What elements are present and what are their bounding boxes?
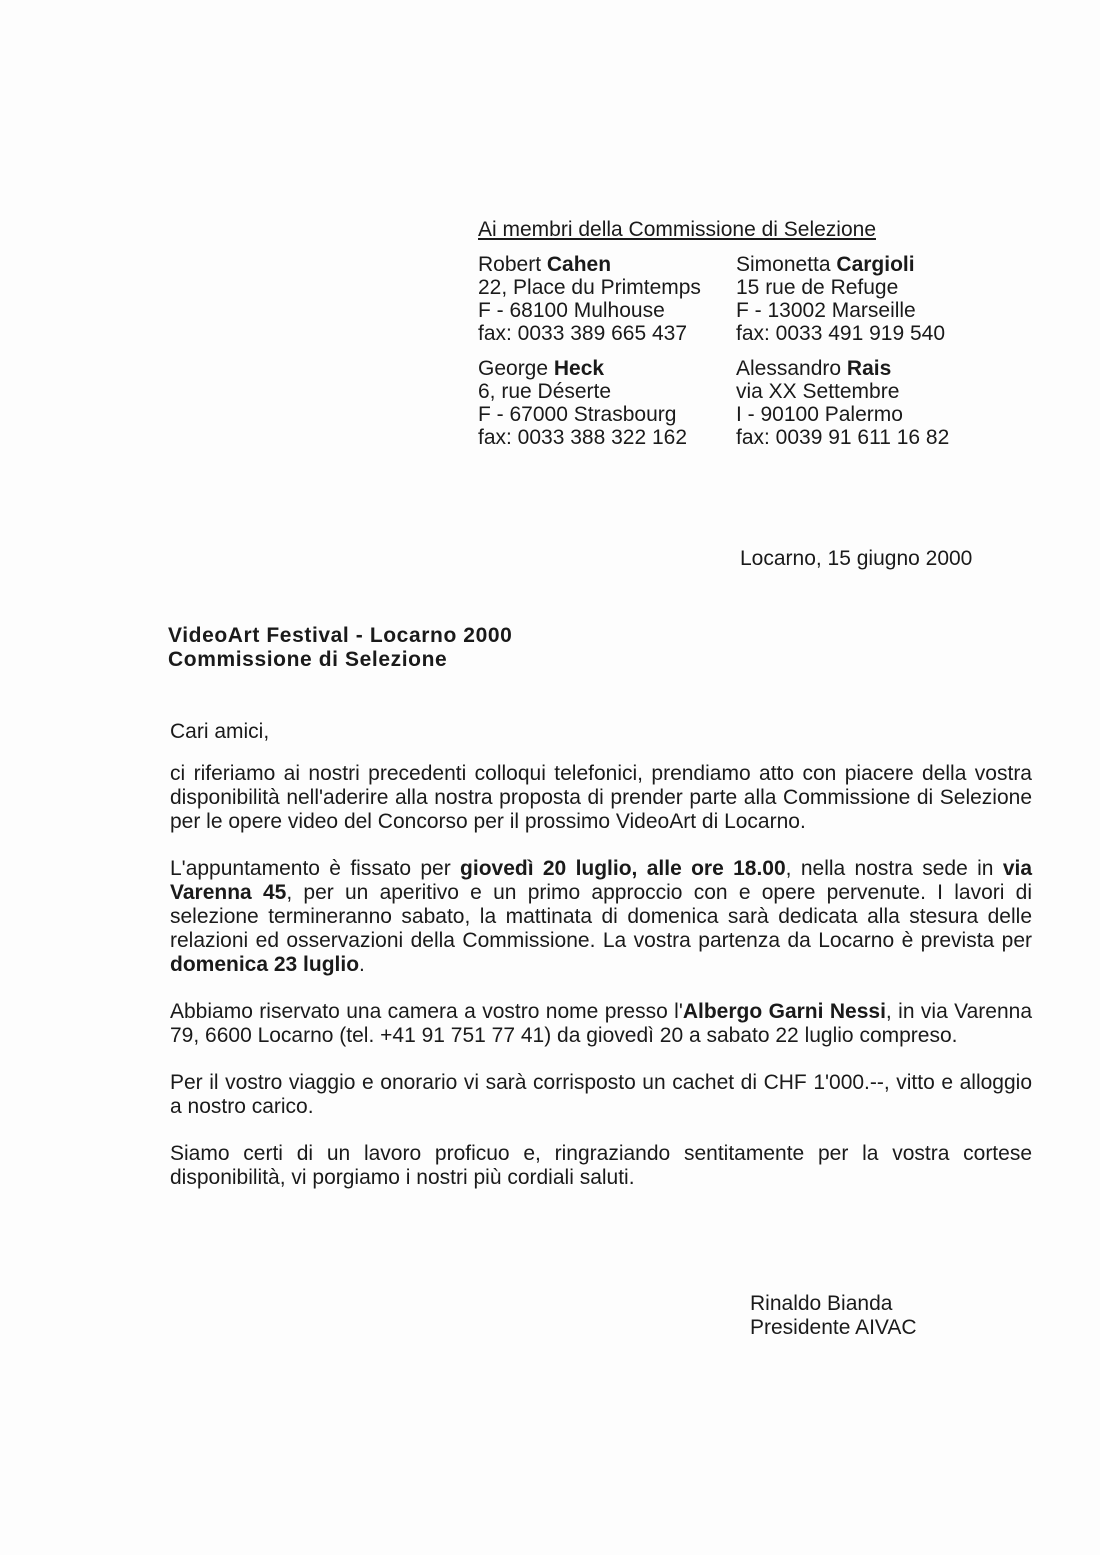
address-line: F - 68100 Mulhouse: [478, 299, 665, 322]
recipient-first-name: George: [478, 357, 549, 380]
address-line: 15 rue de Refuge: [736, 276, 899, 299]
recipient-name-line: [736, 357, 996, 380]
paragraph-text: Abbiamo riservato una camera a vostro nome presso l': [170, 1000, 683, 1023]
departure-date: domenica 23 luglio: [170, 953, 360, 976]
recipient-surname: Rais: [846, 357, 892, 380]
recipient-first-name: Robert: [478, 253, 542, 276]
address-line: 22, Place du Primtemps: [478, 276, 701, 299]
paragraph: Per il vostro viaggio e onorario vi sarà corrisposto un cachet di CHF 1'000.--, vitto e alloggio a nostro carico.: [170, 1071, 1032, 1118]
paragraph-text: , nella nostra sede in: [785, 857, 1003, 880]
subject-line: Commissione di Selezione: [168, 648, 448, 671]
recipient-surname: Cahen: [546, 253, 612, 276]
recipient-address: [736, 253, 996, 345]
greeting: Cari amici,: [170, 720, 270, 743]
fax-line: fax: 0033 389 665 437: [478, 322, 688, 345]
letter-body: [170, 762, 1032, 1213]
address-line: via XX Settembre: [736, 380, 900, 403]
subject-line: VideoArt Festival - Locarno 2000: [168, 624, 513, 647]
recipient-first-name: Alessandro: [736, 357, 842, 380]
fax-line: fax: 0033 388 322 162: [478, 426, 688, 449]
fax-line: fax: 0039 91 611 16 82: [736, 426, 950, 449]
recipient-surname: Cargioli: [836, 253, 915, 276]
recipient-address: [736, 357, 996, 449]
signature-block: [750, 1292, 917, 1340]
paragraph-text: L'appuntamento è fissato per: [170, 857, 461, 880]
meeting-datetime: giovedì 20 luglio, alle ore 18.00: [460, 857, 786, 880]
date-line: Locarno, 15 giugno 2000: [740, 547, 973, 570]
address-line: F - 13002 Marseille: [736, 299, 916, 322]
recipient-name-line: [478, 253, 736, 276]
address-line: F - 67000 Strasbourg: [478, 403, 677, 426]
paragraph-text: .: [359, 953, 365, 976]
meeting-address: via Varenna 45: [170, 857, 1033, 904]
recipients-block: [478, 218, 998, 449]
recipients-grid: [478, 253, 998, 449]
paragraph: ci riferiamo ai nostri precedenti colloqui telefonici, prendiamo atto con piacere della vostra disponibilità nell'aderire alla nostra proposta di prender parte alla Commissione di Selezione per le opere video del Concorso per il prossimo VideoArt di Locarno.: [170, 762, 1032, 833]
paragraph: [170, 857, 1032, 977]
subject-block: [168, 624, 512, 672]
recipient-address: [478, 357, 736, 449]
recipient-first-name: Simonetta: [736, 253, 831, 276]
paragraph: Siamo certi di un lavoro proficuo e, ringraziando sentitamente per la vostra cortese disponibilità, vi porgiamo i nostri più cordiali saluti.: [170, 1142, 1032, 1189]
signatory-title: Presidente AIVAC: [750, 1316, 917, 1339]
paragraph-text: , in via Varenna 79, 6600 Locarno (tel. +41 91 751 77 41) da giovedì 20 a sabato 22 luglio compreso.: [170, 1000, 1032, 1047]
recipient-name-line: [478, 357, 736, 380]
recipient-surname: Heck: [553, 357, 605, 380]
signatory-name: Rinaldo Bianda: [750, 1292, 893, 1315]
address-line: 6, rue Déserte: [478, 380, 612, 403]
recipient-name-line: [736, 253, 996, 276]
hotel-name: Albergo Garni Nessi: [682, 1000, 886, 1023]
paragraph-text: , per un aperitivo e un primo approccio con e opere pervenute. I lavori di selezione termineranno sabato, la mattinata di domenica sarà dedicata alla stesura delle relazioni ed osservazioni della Commissione. La vostra partenza da Locarno è prevista per: [170, 881, 1032, 952]
address-line: I - 90100 Palermo: [736, 403, 903, 426]
fax-line: fax: 0033 491 919 540: [736, 322, 946, 345]
recipient-address: [478, 253, 736, 345]
paragraph: [170, 1000, 1032, 1048]
recipients-heading: Ai membri della Commissione di Selezione: [478, 218, 876, 241]
